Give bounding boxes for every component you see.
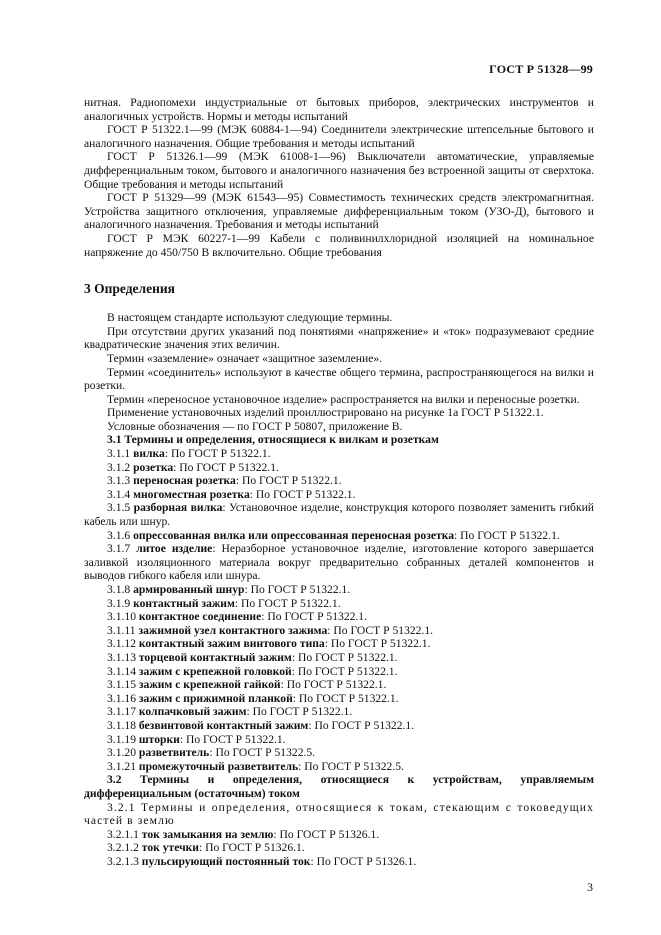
term-name: армированный шнур <box>133 583 245 596</box>
term-definition <box>84 733 594 747</box>
term-number: 3.1.10 <box>107 610 136 624</box>
term-number: 3.1.4 <box>107 487 131 501</box>
term-definition <box>84 529 594 543</box>
term-number: 3.2.1.2 <box>107 841 139 855</box>
term-text: : По ГОСТ Р 51322.1. <box>324 637 431 651</box>
term-name: колпачковый зажим <box>138 705 247 719</box>
term-name: промежуточный разветвитель <box>138 759 299 773</box>
term-text: : По ГОСТ Р 51322.5. <box>298 759 404 773</box>
term-definition <box>84 610 594 624</box>
term-definition <box>84 488 594 502</box>
reference-continuation: нитная. Радиопомехи индустриальные от бытовых приборов, электрических инструментов и аналогичных устройств. Нормы и методы испытаний <box>84 96 594 123</box>
intro-paragraph: Применение установочных изделий проиллюстрировано на рисунке 1а ГОСТ Р 51322.1. <box>107 406 544 420</box>
term-text: : По ГОСТ Р 51326.1. <box>273 827 380 841</box>
terms-list-plugs-sockets <box>84 447 594 773</box>
term-number: 3.1.15 <box>107 678 136 692</box>
term-name: опрессованная вилка или опрессованная переносная розетка <box>133 528 455 542</box>
term-definition <box>84 624 594 638</box>
term-name: литое изделие <box>136 542 213 556</box>
term-text: : По ГОСТ Р 51322.1. <box>164 447 271 461</box>
term-number: 3.1.11 <box>107 623 136 637</box>
term-name: контактный зажим винтового типа <box>138 637 325 651</box>
term-name: разборная вилка <box>133 501 223 515</box>
term-number: 3.1.8 <box>107 583 131 596</box>
term-text: : По ГОСТ Р 51322.1. <box>235 474 342 488</box>
term-definition <box>84 461 594 475</box>
term-name: зажимной узел контактного зажима <box>138 623 328 637</box>
term-text: : По ГОСТ Р 51322.1. <box>291 650 398 664</box>
term-definition <box>84 637 594 651</box>
intro-paragraph: В настоящем стандарте используют следующие термины. <box>107 311 393 325</box>
intro-paragraph: Термин «заземление» означает «защитное заземление». <box>107 351 383 365</box>
term-definition <box>84 719 594 733</box>
term-number: 3.2.1.1 <box>107 827 139 841</box>
term-name: торцевой контактный зажим <box>138 650 292 664</box>
term-number: 3.1.17 <box>107 705 136 719</box>
term-name: контактный зажим <box>133 596 235 610</box>
terms-list-currents <box>84 828 594 869</box>
term-name: ток утечки <box>141 841 199 855</box>
document-body <box>84 96 594 868</box>
term-number: 3.1.18 <box>107 718 136 732</box>
term-text: : По ГОСТ Р 51322.1. <box>246 705 353 719</box>
term-number: 3.2.1.3 <box>107 854 139 868</box>
term-number: 3.1.13 <box>107 650 136 664</box>
term-text: : По ГОСТ Р 51322.1. <box>234 596 341 610</box>
term-text: : По ГОСТ Р 51322.1. <box>291 664 398 678</box>
intro-paragraph: При отсутствии других указаний под понятиями «напряжение» и «ток» подразумевают средние квадратические значения этих величин. <box>84 324 594 352</box>
term-name: зажим с крепежной гайкой <box>138 678 281 692</box>
term-name: переносная розетка <box>133 474 236 488</box>
term-definition <box>84 855 594 869</box>
term-text: : По ГОСТ Р 51322.1. <box>327 623 434 637</box>
term-number: 3.1.1 <box>107 447 131 461</box>
term-number: 3.1.9 <box>107 596 131 610</box>
term-text: : По ГОСТ Р 51322.1. <box>244 583 351 596</box>
term-number: 3.1.7 <box>107 542 131 556</box>
term-definition <box>84 542 594 583</box>
term-text: : По ГОСТ Р 51322.1. <box>280 678 387 692</box>
subsection-title: 3.1 Термины и определения, относящиеся к вилкам и розеткам <box>107 433 439 447</box>
term-text: : По ГОСТ Р 51322.1. <box>292 691 399 705</box>
term-text: : По ГОСТ Р 51322.1. <box>249 487 356 501</box>
term-definition <box>84 746 594 760</box>
intro-paragraph: Термин «соединитель» используют в качестве общего термина, распространяющегося на вилки и розетки. <box>84 365 594 393</box>
subsection-title: 3.2 Термины и определения, относящиеся к устройствам, управляемым дифференциальным (остаточным) током <box>84 773 594 800</box>
term-definition <box>84 841 594 855</box>
term-definition <box>84 651 594 665</box>
term-definition <box>84 692 594 706</box>
term-name: многоместная розетка <box>133 487 250 501</box>
reference-item: ГОСТ Р МЭК 60227-1—99 Кабели с поливинилхлоридной изоляцией на номинальное напряжение до 450/750 В включительно. Общие требования <box>84 231 594 259</box>
term-number: 3.1.3 <box>107 474 131 488</box>
page-number: 3 <box>587 880 593 894</box>
term-name: разветвитель <box>138 746 210 760</box>
term-text: : По ГОСТ Р 51322.5. <box>209 746 316 760</box>
document-code-header: ГОСТ Р 51328—99 <box>489 62 593 76</box>
reference-item: ГОСТ Р 51322.1—99 (МЭК 60884-1—94) Соединители электрические штепсельные бытового и аналогичного назначения. Общие требования и методы испытаний <box>84 123 594 150</box>
term-number: 3.1.14 <box>107 664 136 678</box>
term-number: 3.1.5 <box>107 501 131 515</box>
term-number: 3.1.21 <box>107 759 136 773</box>
term-definition <box>84 583 594 597</box>
term-text: : По ГОСТ Р 51322.1. <box>454 528 560 542</box>
term-definition <box>84 760 594 774</box>
term-name: зажим с крепежной головкой <box>138 664 292 678</box>
term-definition <box>84 474 594 488</box>
subsubsection-title: 3.2.1 Термины и определения, относящиеся к токам, стекающим с токоведущих частей в землю <box>84 800 594 828</box>
term-definition <box>84 501 594 528</box>
term-name: пульсирующий постоянный ток <box>141 854 311 868</box>
intro-paragraph: Условные обозначения — по ГОСТ Р 50807, приложение В. <box>107 419 403 433</box>
term-name: ток замыкания на землю <box>141 827 274 841</box>
term-text: : По ГОСТ Р 51322.1. <box>308 718 415 732</box>
term-number: 3.1.2 <box>107 460 131 474</box>
reference-item: ГОСТ Р 51326.1—99 (МЭК 61008-1—96) Выключатели автоматические, управляемые дифференциальным током, бытового и аналогичного назначения без встроенной защиты от сверхтока. Общие требования и методы испытаний <box>84 150 594 191</box>
term-name: шторки <box>138 732 180 746</box>
term-text: : Установочное изделие, конструкция которого позволяет заменить гибкий кабель или шнур. <box>84 501 594 529</box>
term-text: : По ГОСТ Р 51322.1. <box>179 732 286 746</box>
term-definition <box>84 828 594 842</box>
term-name: безвинтовой контактный зажим <box>138 718 309 732</box>
term-text: : По ГОСТ Р 51326.1. <box>198 841 305 855</box>
term-text: : По ГОСТ Р 51326.1. <box>310 854 417 868</box>
term-number: 3.1.12 <box>107 637 136 651</box>
term-text: : Неразборное установочное изделие, изготовление которого завершается заливкой изоляционного материала вокруг предварительно собранных деталей компонентов и выводов гибкого кабеля или шнура. <box>84 542 594 583</box>
term-definition <box>84 665 594 679</box>
reference-item: ГОСТ Р 51329—99 (МЭК 61543—95) Совместимость технических средств электромагнитная. Устройства защитного отключения, управляемые дифференциальным током (УЗО-Д), бытового и аналогичного назначения. Требования и методы испытаний <box>84 191 594 232</box>
term-text: : По ГОСТ Р 51322.1. <box>261 610 368 624</box>
term-definition <box>84 705 594 719</box>
term-name: розетка <box>133 460 174 474</box>
term-definition <box>84 597 594 611</box>
term-number: 3.1.6 <box>107 528 131 542</box>
section-title: 3 Определения <box>84 281 175 297</box>
term-definition <box>84 447 594 461</box>
term-number: 3.1.19 <box>107 732 136 746</box>
term-definition <box>84 678 594 692</box>
term-number: 3.1.16 <box>107 691 136 705</box>
term-name: вилка <box>133 447 165 461</box>
term-number: 3.1.20 <box>107 746 136 760</box>
intro-paragraph: Термин «переносное установочное изделие» распространяется на вилки и переносные розетки. <box>107 392 580 406</box>
term-name: зажим с прижимной планкой <box>138 691 293 705</box>
term-name: контактное соединение <box>138 610 262 624</box>
term-text: : По ГОСТ Р 51322.1. <box>173 460 279 474</box>
